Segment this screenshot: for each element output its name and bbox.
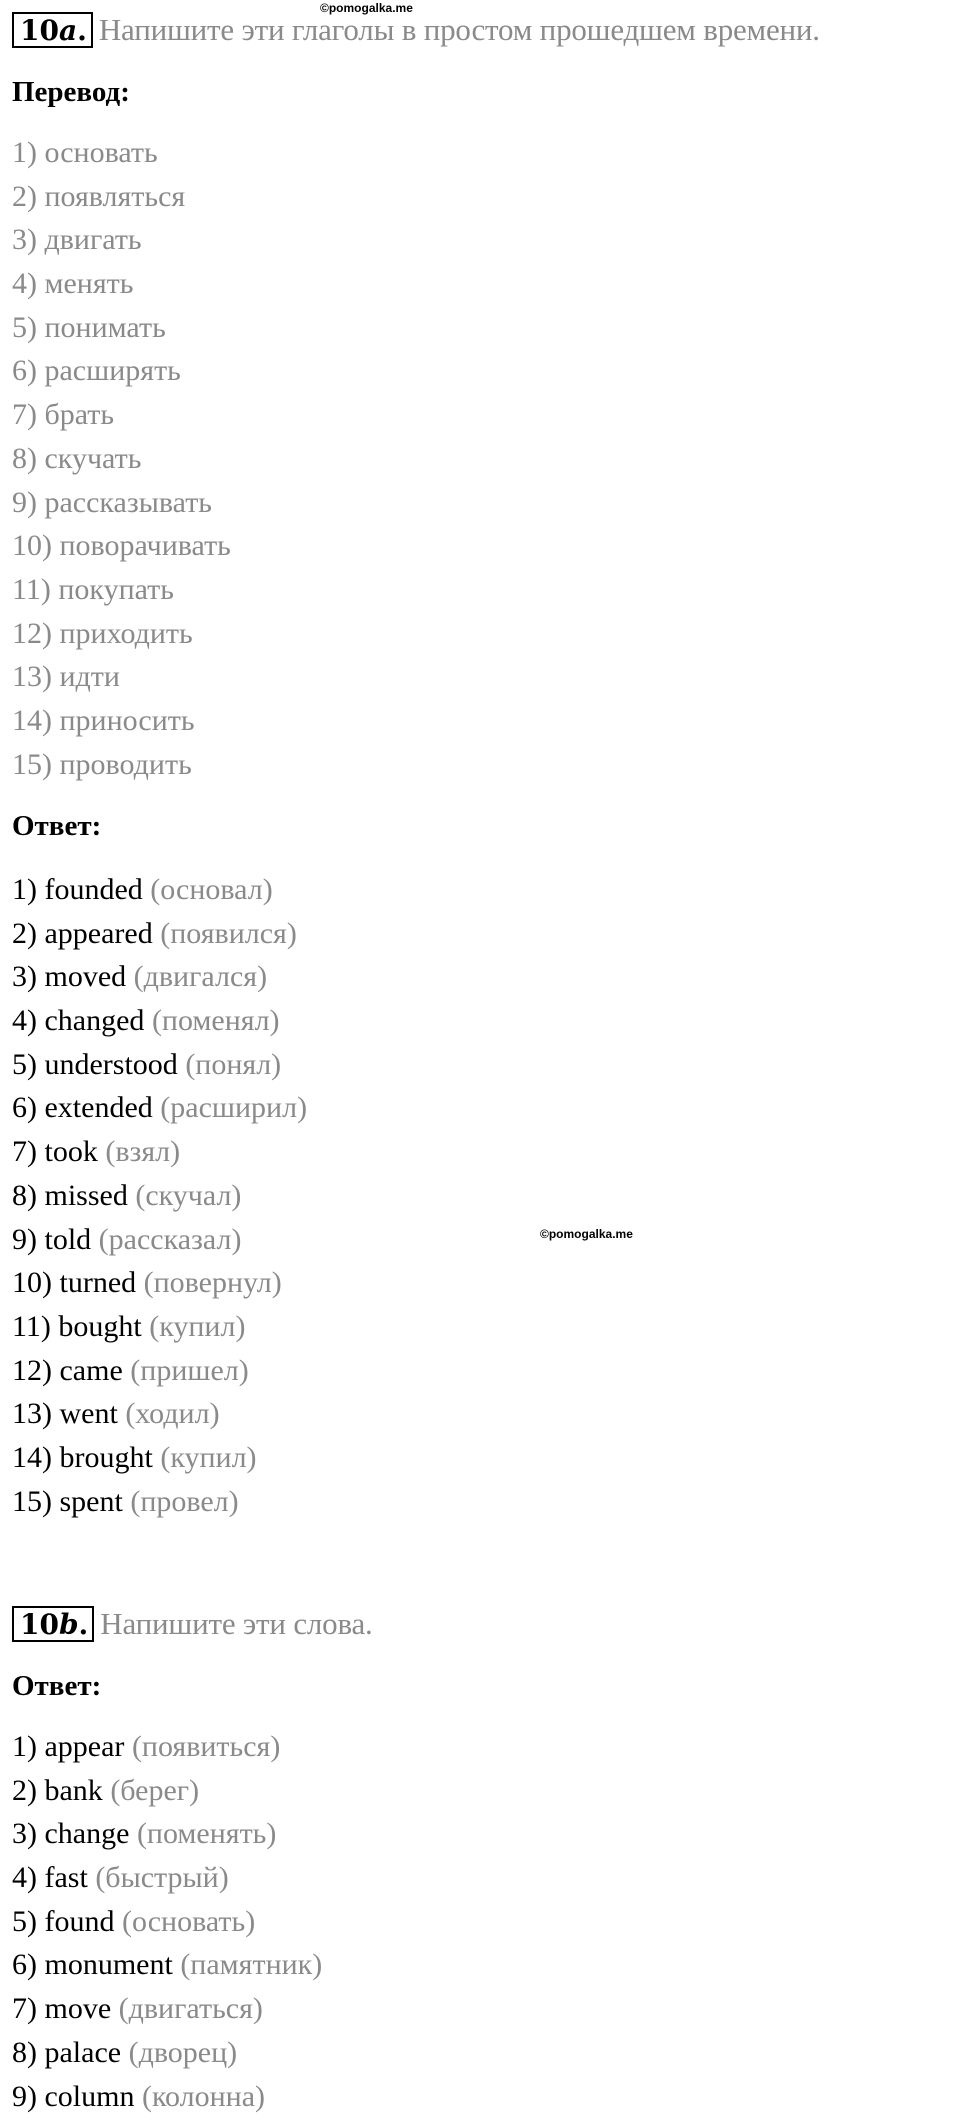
exercise-10a-dot: . [77, 14, 87, 47]
answer-russian: (пришел) [130, 1353, 249, 1387]
answer-english: 13) went [12, 1397, 118, 1431]
answer-item [12, 1943, 322, 1987]
exercise-10b-number-box [12, 1606, 94, 1642]
answer-russian: (появился) [160, 916, 297, 950]
answer-item [12, 1043, 307, 1087]
answer-item [12, 1261, 307, 1305]
answer-item [12, 1725, 322, 1769]
answer-russian: (быстрый) [95, 1861, 229, 1895]
list-item: 15) проводить [12, 747, 192, 781]
answer-english: 14) brought [12, 1440, 153, 1474]
answer-english: 3) change [12, 1817, 130, 1851]
exercise-10b-header [12, 1606, 373, 1642]
answer-english: 9) told [12, 1222, 92, 1256]
answer-english: 2) bank [12, 1773, 103, 1807]
answer-english: 10) turned [12, 1266, 137, 1300]
answer-english: 7) took [12, 1135, 98, 1169]
answer-english: 7) move [12, 1992, 112, 2026]
list-item: 8) скучать [12, 441, 142, 475]
answer-item [12, 1987, 322, 2031]
answer-russian: (ходил) [125, 1397, 220, 1431]
list-item: 11) покупать [12, 572, 174, 606]
answer-item [12, 1436, 307, 1480]
translation-list [12, 131, 231, 786]
answer-english: 5) found [12, 1904, 115, 1938]
answer-item [12, 1392, 307, 1436]
answer-item [12, 1900, 322, 1944]
translation-title: Перевод: [12, 76, 130, 108]
answer-english: 12) came [12, 1353, 123, 1387]
answer-item [12, 912, 307, 956]
answer-item [12, 1086, 307, 1130]
answer-russian: (основать) [121, 1904, 256, 1938]
exercise-10a-number-box [12, 12, 93, 48]
answer-russian: (рассказал) [98, 1222, 242, 1256]
answer-russian: (расширил) [160, 1091, 308, 1125]
answer-russian: (взял) [105, 1135, 181, 1169]
answer-russian: (провел) [130, 1484, 239, 1518]
answer-russian: (поменял) [151, 1004, 280, 1038]
answer-english: 8) palace [12, 2035, 122, 2069]
list-item: 3) двигать [12, 223, 142, 257]
answer-english: 5) understood [12, 1047, 178, 1081]
list-item: 10) поворачивать [12, 529, 231, 563]
answer-russian: (купил) [160, 1440, 257, 1474]
answer-english: 2) appeared [12, 916, 153, 950]
watermark-middle: ©pomogalka.me [540, 1227, 633, 1241]
answer-russian: (купил) [149, 1309, 246, 1343]
exercise-10a-number: 10 [20, 14, 59, 47]
list-item: 14) приносить [12, 703, 195, 737]
exercise-10b-letter: b [58, 1608, 79, 1641]
answer-russian: (двигался) [133, 960, 268, 994]
answer-russian: (дворец) [128, 2035, 238, 2069]
list-item: 9) рассказывать [12, 485, 212, 519]
answer-russian: (основал) [150, 873, 273, 906]
answer-item [12, 1812, 322, 1856]
answer-english: 6) monument [12, 1948, 173, 1982]
list-item: 12) приходить [12, 616, 193, 650]
exercise-10a-letter: a [58, 14, 78, 47]
answer-item [12, 1174, 307, 1218]
list-item: 4) менять [12, 267, 134, 301]
list-item: 6) расширять [12, 354, 181, 388]
answer-item [12, 955, 307, 999]
watermark-top: ©pomogalka.me [320, 1, 413, 15]
answer-item [12, 2031, 322, 2075]
answer-item [12, 1305, 307, 1349]
list-item: 1) основать [12, 136, 158, 169]
answer-english: 4) fast [12, 1861, 88, 1895]
answer-russian: (повернул) [143, 1266, 282, 1300]
answer-item [12, 1769, 322, 1813]
answer-item [12, 2075, 322, 2119]
exercise-10b-dot: . [78, 1608, 89, 1641]
exercise-10a-instruction: Напишите эти глаголы в простом прошедшем времени. [98, 12, 820, 47]
answer-russian: (двигаться) [118, 1992, 263, 2026]
list-item: 5) понимать [12, 310, 166, 344]
answer-russian: (понял) [185, 1047, 282, 1081]
list-item: 13) идти [12, 660, 120, 694]
list-item: 7) брать [12, 398, 115, 432]
exercise-10b-instruction: Напишите эти слова. [100, 1606, 373, 1641]
exercise-10a-answer-list [12, 868, 307, 1523]
list-item: 2) появляться [12, 179, 186, 213]
answer-item [12, 868, 307, 912]
exercise-10b-answer-title: Ответ: [12, 1670, 102, 1702]
answer-english: 1) appear [12, 1730, 125, 1763]
answer-item [12, 1856, 322, 1900]
answer-item [12, 1349, 307, 1393]
answer-item [12, 999, 307, 1043]
answer-russian: (скучал) [135, 1178, 242, 1212]
exercise-10a-header [12, 12, 820, 48]
answer-russian: (колонна) [141, 2079, 266, 2113]
answer-russian: (памятник) [180, 1948, 323, 1982]
answer-russian: (появиться) [131, 1730, 281, 1763]
answer-english: 15) spent [12, 1484, 123, 1518]
answer-english: 3) moved [12, 960, 127, 994]
exercise-10b-answer-list [12, 1725, 322, 2118]
answer-item [12, 1130, 307, 1174]
answer-english: 4) changed [12, 1004, 145, 1038]
answer-english: 8) missed [12, 1178, 128, 1212]
answer-russian: (берег) [110, 1773, 200, 1807]
answer-english: 9) column [12, 2079, 135, 2113]
answer-english: 1) founded [12, 873, 143, 906]
answer-russian: (поменять) [136, 1817, 277, 1851]
answer-item [12, 1480, 307, 1524]
answer-english: 6) extended [12, 1091, 153, 1125]
answer-english: 11) bought [12, 1309, 142, 1343]
answer-item [12, 1218, 307, 1262]
exercise-10b-number: 10 [20, 1608, 59, 1641]
exercise-10a-answer-title: Ответ: [12, 810, 102, 842]
